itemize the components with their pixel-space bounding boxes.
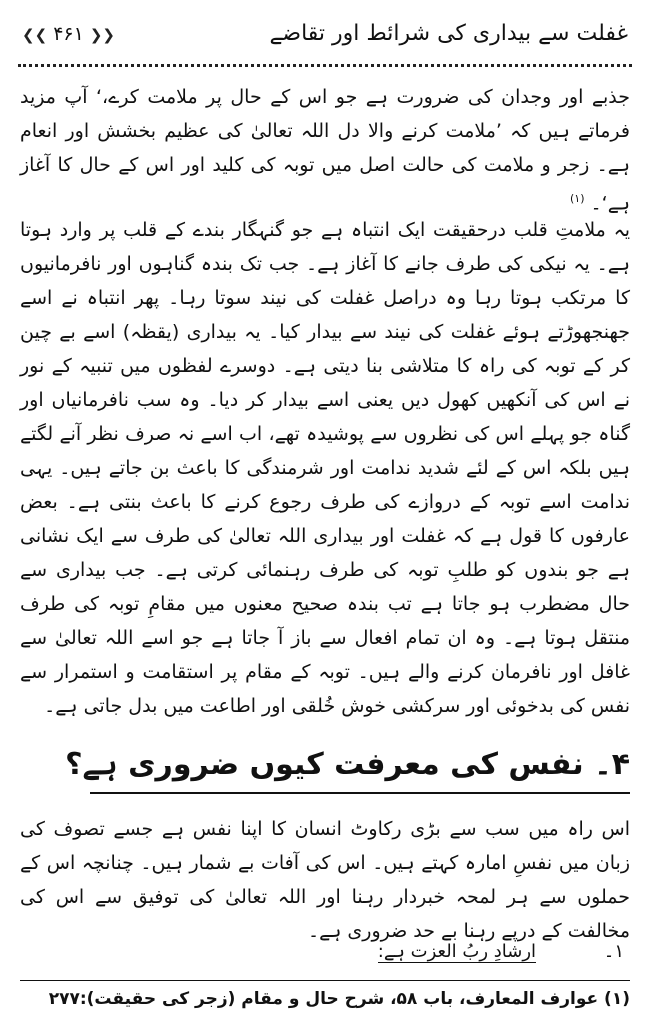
ornament-left-icon: ❮❮	[22, 26, 48, 44]
section-title: نفس کی معرفت کیوں ضروری ہے؟	[65, 747, 584, 782]
header-divider	[18, 64, 632, 67]
paragraph-1-text: جذبے اور وجدان کی ضرورت ہے جو اس کے حال پر ملامت کرے،‘ آپ مزید فرماتے ہیں کہ ’ملامت کرنے والا دل اللہ تعالیٰ کی عظیم بخشش اور انعام ہے۔ زجر و ملامت کی حالت اصل میں توبہ کی کلید اور اس کے حال کا آغاز ہے‘۔	[20, 86, 630, 215]
paragraph-2	[20, 213, 630, 723]
footnote-divider	[20, 980, 630, 981]
footnote-marker[interactable]: (۱)	[569, 192, 585, 205]
page-number-value: ۴۶۱	[53, 23, 84, 45]
section-heading	[65, 740, 630, 794]
footnote: (۱) عوارف المعارف، باب ۵۸، شرح حال و مقام (زجر کی حقیقت):۲۷۷	[48, 989, 630, 1009]
running-header	[22, 14, 628, 56]
numbered-item-number: ۱۔	[603, 941, 624, 962]
ornament-right-icon: ❯❯	[89, 26, 115, 44]
running-title: غفلت سے بیداری کی شرائط اور تقاضے	[269, 21, 628, 46]
paragraph-3-text: اس راہ میں سب سے بڑی رکاوٹ انسان کا اپنا نفس ہے جسے تصوف کی زبان میں نفسِ امارہ کہتے ہیں۔ اس کی آفات بے شمار ہیں۔ چنانچہ اس کے حملوں سے ہر لمحہ خبردار رہنا اور اللہ تعالیٰ کی توفیق سے اس کی مخالفت کے درپے رہنا بے حد ضروری ہے۔	[20, 818, 630, 942]
page-number	[22, 20, 115, 49]
paragraph-3	[20, 812, 630, 948]
paragraph-2-text: یہ ملامتِ قلب درحقیقت ایک انتباہ ہے جو گنہگار بندے کے قلب پر وارد ہوتا ہے۔ یہ نیکی کی طرف جانے کا آغاز ہے۔ جب تک بندہ گناہوں اور نافرمانیوں کا مرتکب ہوتا رہا وہ دراصل غفلت کی نیند سوتا رہا۔ پھر انتباہ نے اسے جھنجھوڑتے ہوئے غفلت کی نیند سے بیدار کیا۔ یہ بیداری (یقظہ) اسے بے چین کر کے توبہ کی راہ کا متلاشی بنا دیتی ہے۔ دوسرے لفظوں میں تنبیہ کے نور نے اس کی آنکھیں کھول دیں یعنی اسے بیدار کر دیا۔ وہ سب نافرمانیاں اور گناہ جو پہلے اس کی نظروں سے پوشیدہ تھے، اب اسے نہ صرف نظر آنے لگتے ہیں بلکہ اس کے لئے شدید ندامت اور شرمندگی کا باعث بن جاتے ہیں۔ یہی ندامت اسے توبہ کے دروازے کی طرف رجوع کرنے کا باعث بنتی ہے۔ بعض عارفوں کا قول ہے کہ غفلت اور بیداری اللہ تعالیٰ کی طرف سے ایک نشانی ہے جو بندوں کو طلبِ توبہ کی طرف رہنمائی کرتی ہے۔ جب بیداری سے حال مضطرب ہو جاتا ہے تب بندہ صحیح معنوں میں مقامِ توبہ کی طرف منتقل ہوتا ہے۔ وہ ان تمام افعال سے باز آ جاتا ہے جو اسے اللہ تعالیٰ سے غافل اور نافرمان کرنے والے ہیں۔ توبہ کے مقام پر استقامت و استمرار سے نفس کی بدخوئی اور سرکشی خوش خُلقی اور اطاعت میں بدل جاتی ہے۔	[20, 219, 630, 717]
numbered-item-1	[378, 938, 624, 966]
section-heading-underline	[90, 792, 630, 794]
numbered-item-text: ارشادِ ربُ العزت ہے:	[377, 941, 537, 962]
section-number: ۴۔	[594, 747, 630, 782]
paragraph-1	[20, 80, 630, 220]
